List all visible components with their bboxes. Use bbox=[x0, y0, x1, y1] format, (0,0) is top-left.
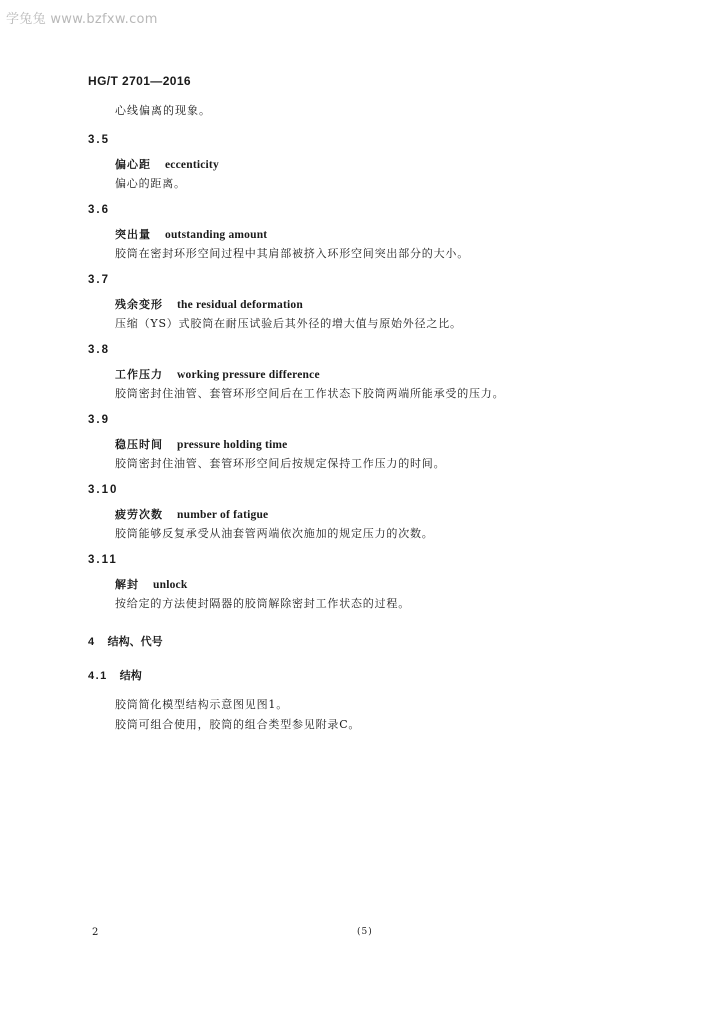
term-definition: 胶筒在密封环形空间过程中其肩部被挤入环形空间突出部分的大小。 bbox=[115, 247, 469, 260]
term-definition: 胶筒密封住油管、套管环形空间后按规定保持工作压力的时间。 bbox=[115, 457, 446, 470]
body-paragraph: 胶筒简化模型结构示意图见图1。 bbox=[115, 698, 288, 711]
term-english: pressure holding time bbox=[177, 439, 288, 451]
subsection-heading bbox=[88, 667, 142, 683]
term-chinese: 工作压力 bbox=[115, 368, 163, 381]
term-chinese: 疲劳次数 bbox=[115, 508, 163, 521]
term-english: number of fatigue bbox=[177, 509, 269, 521]
subsection-number: 4.1 bbox=[88, 670, 108, 682]
clause-number: 3.8 bbox=[88, 344, 110, 356]
page-center-mark: (5) bbox=[357, 927, 373, 937]
watermark-text: 学兔兔 www.bzfxw.com bbox=[6, 12, 158, 27]
term-chinese: 解封 bbox=[115, 578, 139, 591]
term-definition: 按给定的方法使封隔器的胶筒解除密封工作状态的过程。 bbox=[115, 597, 410, 610]
term-chinese: 残余变形 bbox=[115, 298, 163, 311]
subsection-title: 结构 bbox=[119, 669, 142, 682]
term-english: outstanding amount bbox=[165, 229, 268, 241]
term-english: the residual deformation bbox=[177, 299, 303, 311]
term-chinese: 突出量 bbox=[115, 228, 151, 241]
page-number: 2 bbox=[92, 927, 99, 938]
term-english: working pressure difference bbox=[177, 369, 320, 381]
clause-number: 3.9 bbox=[88, 414, 110, 426]
term-heading bbox=[115, 156, 219, 172]
intro-line: 心线偏离的现象。 bbox=[115, 104, 211, 117]
section-title: 结构、代号 bbox=[107, 635, 163, 648]
term-definition: 偏心的距离。 bbox=[115, 177, 186, 190]
term-chinese: 稳压时间 bbox=[115, 438, 163, 451]
clause-number: 3.5 bbox=[88, 134, 110, 146]
standard-code: HG/T 2701—2016 bbox=[88, 74, 191, 88]
body-paragraph: 胶筒可组合使用，胶筒的组合类型参见附录C。 bbox=[115, 718, 361, 731]
term-chinese: 偏心距 bbox=[115, 158, 151, 171]
section-number: 4 bbox=[88, 636, 96, 648]
clause-number: 3.7 bbox=[88, 274, 110, 286]
term-heading bbox=[115, 296, 303, 312]
term-definition: 胶筒密封住油管、套管环形空间后在工作状态下胶筒两端所能承受的压力。 bbox=[115, 387, 505, 400]
section-heading bbox=[88, 633, 163, 649]
term-english: eccenticity bbox=[165, 159, 219, 171]
clause-number: 3.10 bbox=[88, 484, 119, 496]
term-english: unlock bbox=[153, 579, 188, 591]
term-heading bbox=[115, 366, 320, 382]
clause-number: 3.11 bbox=[88, 554, 118, 566]
term-definition: 胶筒能够反复承受从油套管两端依次施加的规定压力的次数。 bbox=[115, 527, 434, 540]
term-definition: 压缩（YS）式胶筒在耐压试验后其外径的增大值与原始外径之比。 bbox=[115, 317, 462, 330]
term-heading bbox=[115, 436, 287, 452]
term-heading bbox=[115, 576, 187, 592]
term-heading bbox=[115, 506, 268, 522]
clause-number: 3.6 bbox=[88, 204, 110, 216]
term-heading bbox=[115, 226, 267, 242]
